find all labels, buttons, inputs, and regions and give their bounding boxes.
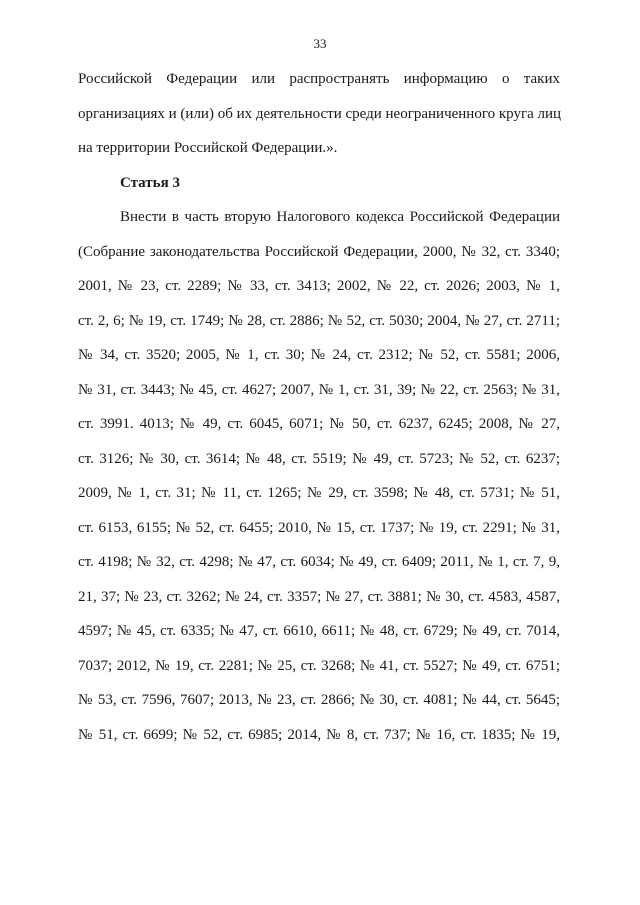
text-line: организациях и (или) об их деятельности среди неограниченного круга лиц bbox=[78, 105, 562, 122]
text-line: (Собрание законодательства Российской Федерации, 2000, № 32, ст. 3340; bbox=[78, 243, 560, 260]
text-line: № 53, ст. 7596, 7607; 2013, № 23, ст. 2866; № 30, ст. 4081; № 44, ст. 5645; bbox=[78, 692, 560, 708]
page-number: 33 bbox=[313, 36, 327, 51]
article-heading: Статья 3 bbox=[120, 174, 180, 191]
text-line: Внести в часть вторую Налогового кодекса Российской Федерации bbox=[120, 209, 560, 225]
document-body bbox=[78, 68, 560, 758]
text-line: Российской Федерации или распространять информацию о таких bbox=[78, 71, 560, 87]
text-line: ст. 3991. 4013; № 49, ст. 6045, 6071; № 50, ст. 6237, 6245; 2008, № 27, bbox=[78, 416, 560, 432]
text-line: 2009, № 1, ст. 31; № 11, ст. 1265; № 29, ст. 3598; № 48, ст. 5731; № 51, bbox=[78, 485, 560, 501]
text-line: 2001, № 23, ст. 2289; № 33, ст. 3413; 2002, № 22, ст. 2026; 2003, № 1, bbox=[78, 278, 560, 294]
text-line: 7037; 2012, № 19, ст. 2281; № 25, ст. 3268; № 41, ст. 5527; № 49, ст. 6751; bbox=[78, 657, 560, 674]
text-line: 4597; № 45, ст. 6335; № 47, ст. 6610, 6611; № 48, ст. 6729; № 49, ст. 7014, bbox=[78, 623, 560, 639]
text-line: ст. 3126; № 30, ст. 3614; № 48, ст. 5519; № 49, ст. 5723; № 52, ст. 6237; bbox=[78, 450, 560, 467]
text-line: № 34, ст. 3520; 2005, № 1, ст. 30; № 24, ст. 2312; № 52, ст. 5581; 2006, bbox=[78, 347, 560, 363]
text-line: № 51, ст. 6699; № 52, ст. 6985; 2014, № 8, ст. 737; № 16, ст. 1835; № 19, bbox=[78, 726, 560, 743]
text-line: ст. 6153, 6155; № 52, ст. 6455; 2010, № 15, ст. 1737; № 19, ст. 2291; № 31, bbox=[78, 519, 560, 536]
text-line: 21, 37; № 23, ст. 3262; № 24, ст. 3357; № 27, ст. 3881; № 30, ст. 4583, 4587, bbox=[78, 588, 560, 605]
text-line: ст. 2, 6; № 19, ст. 1749; № 28, ст. 2886; № 52, ст. 5030; 2004, № 27, ст. 2711; bbox=[78, 312, 560, 329]
text-line: ст. 4198; № 32, ст. 4298; № 47, ст. 6034; № 49, ст. 6409; 2011, № 1, ст. 7, 9, bbox=[78, 554, 560, 570]
text-line: № 31, ст. 3443; № 45, ст. 4627; 2007, № 1, ст. 31, 39; № 22, ст. 2563; № 31, bbox=[78, 381, 560, 398]
text-line: на территории Российской Федерации.». bbox=[78, 140, 338, 156]
